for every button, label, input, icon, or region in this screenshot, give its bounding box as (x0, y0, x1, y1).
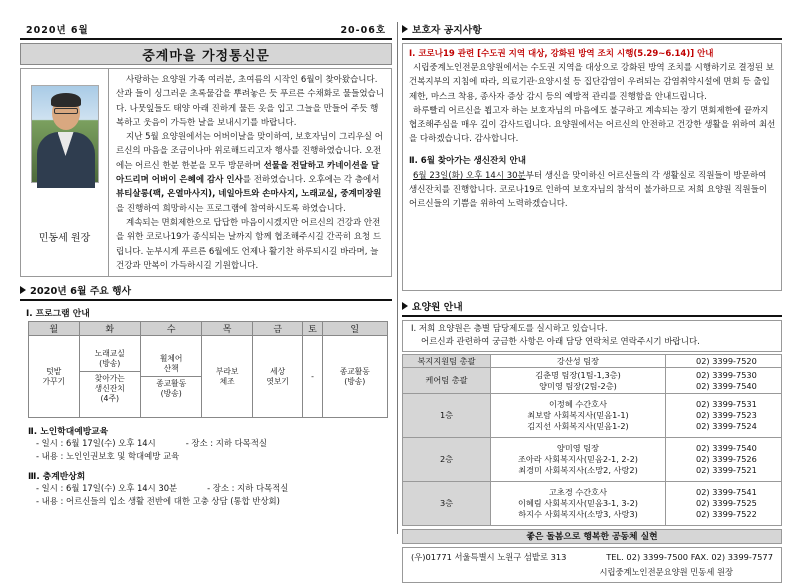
events-section-title: 2020년 6월 주요 행사 (20, 283, 392, 301)
issue-date: 2020년 6월 (26, 25, 89, 36)
letter-paragraph: 사랑하는 요양원 가족 여러분, 초여름의 시작인 6월이 찾아왔습니다. 산과 들이 싱그러운 초록물감을 뿌려놓은 듯 푸르른 수채화로 물들었습니다. 나뭇잎들도 태양 아래 진하게 물든 옷을 입고 그늘을 만들어 주듯 행복하고 웃음이 가득한 날을 보내시기를 바랍니다. (116, 75, 384, 128)
newsletter-title: 중계마을 가정통신문 (20, 43, 392, 65)
program-cell: 텃밭 가꾸기 (29, 336, 80, 418)
issue-number: 20-06호 (340, 25, 386, 36)
covid-notice-body: 시립중계노인전문요양원에서는 수도권 지역을 대상으로 강화된 방역 조치를 시행하기로 결정된 보건복지부의 지침에 따라, 의료기관·요양시설 등 집단감염이 우려되는 감염취약시설에 면회 등 출입제한, 마스크 착용, 종사자 증상 감시 등의 예방적 관리를 진행함을 안내드립니다. (409, 63, 774, 102)
table-row: 3층 고초경 수간호사 이혜림 사회복지사(믿음3-1, 3-2) 하지수 사회복지사(소망3, 사랑3) 02) 3399-7541 02) 3399-7525 02) 3399-7522 (403, 482, 782, 526)
table-row (29, 336, 388, 418)
left-column (20, 22, 392, 508)
director-photo-column (21, 69, 109, 276)
abuse-prevention-block (28, 424, 392, 463)
program-cell: 부라보 체조 (202, 336, 253, 418)
letter-paragraph: 지난 5월 요양원에서는 어버이날을 맞이하여, 보호자님이 그리우실 어르신의 마음을 조금이나마 위로해드리고자 행사를 진행하였습니다. 오전에는 어르신 한분 한분을 모두 방문하며 선물을 전달하고 카네이션을 달아드리며 어버이 은혜에 감사 인사를 전하였습니다. 오후에는 각 층에서 뷰티살롱(팩, 온열마사지), 네일아트와 손마사지, 노래교실, 중계미장원을 진행하여 희망하시는 프로그램에 참여하시도록 하였습니다. (116, 132, 383, 214)
table-row: 2층 양미영 팀장 조아라 사회복지사(믿음2-1, 2-2) 최경미 사회복지사(소망2, 사랑2) 02) 3399-7540 02) 3399-7526 02) 3399-7521 (403, 438, 782, 482)
phone-fax: TEL. 02) 3399-7500 FAX. 02) 3399-7577 (606, 552, 773, 562)
column-divider (397, 22, 398, 534)
guide-intro: Ⅰ. 저희 요양원은 층별 담당제도를 실시하고 있습니다. 어르신과 관련하여 궁금한 사항은 아래 담당 연락처로 연락주시기 바랍니다. (402, 320, 782, 352)
weekly-program-table (28, 321, 388, 418)
table-row: 복지지원팀 총괄 강산성 팀장 02) 3399-7520 (403, 355, 782, 368)
day-header: 월 (29, 322, 80, 336)
covid-notice-body2: 하루빨리 어르신을 뵙고자 하는 보호자님의 마음에도 불구하고 계속되는 장기 면회제한에 끝까지 협조해주심을 매우 깊이 감사드립니다. 요양원에서는 어르신의 안전하고 건강한 생활을 위하여 최선을 다하겠습니다. 감사합니다. (409, 105, 776, 145)
triangle-bullet-icon (402, 25, 408, 33)
program-cell: 노래교실 (방송) 찾아가는 생신잔치 (4주) (79, 336, 140, 418)
day-header: 토 (303, 322, 322, 336)
program-cell: - (303, 336, 322, 418)
council-block (28, 469, 392, 508)
program-cell: 휠체어 산책 종교활동 (방송) (140, 336, 201, 418)
table-row: 1층 이정혜 수간호사 최보람 사회복지사(믿음1-1) 김지선 사회복지사(믿음1-2) 02) 3399-7531 02) 3399-7523 02) 3399-7524 (403, 394, 782, 438)
council-content-row: - 내용 : 어르신들의 입소 생활 전반에 대한 고충 상담 (통합 반상회) (36, 496, 280, 507)
motto-banner: 좋은 돌봄으로 행복한 공동체 실현 (402, 529, 782, 544)
day-header: 일 (322, 322, 387, 336)
director-letter (20, 68, 392, 277)
notice-section-title: 보호자 공지사항 (402, 22, 782, 40)
contact-table (402, 354, 782, 526)
triangle-bullet-icon (20, 286, 26, 294)
edu-title: Ⅱ. 노인학대예방교육 (28, 427, 109, 438)
council-date-row: - 일시 : 6월 17일(수) 오후 14시 30분 - 장소 : 지하 다목적실 (36, 483, 289, 494)
issue-header (20, 22, 392, 40)
edu-date-row: - 일시 : 6월 17일(수) 오후 14시 - 장소 : 지하 다목적실 (36, 438, 267, 449)
edu-content-row: - 내용 : 노인인권보호 및 학대예방 교육 (36, 451, 180, 462)
day-header: 금 (252, 322, 303, 336)
covid-notice-title: Ⅰ. 코로나19 관련 [수도권 지역 대상, 강화된 방역 조치 시행(5.29~6.14)] 안내 (409, 49, 714, 59)
program-cell: 종교활동 (방송) (322, 336, 387, 418)
day-header: 수 (140, 322, 201, 336)
director-name: 민동세 원장 (38, 233, 91, 244)
day-header: 화 (79, 322, 140, 336)
signature: 시립중계노인전문요양원 민동세 원장 (599, 567, 733, 577)
program-title: Ⅰ. 프로그램 안내 (26, 309, 90, 320)
day-header: 목 (202, 322, 253, 336)
footer-box (402, 547, 782, 583)
guide-section-title: 요양원 안내 (402, 299, 782, 317)
table-row: 케어팀 총괄 김춘명 팀장(1팀-1,3층) 양미영 팀장(2팀-2층) 02) 3399-7530 02) 3399-7540 (403, 368, 782, 394)
director-photo (31, 85, 99, 183)
letter-body (109, 69, 391, 276)
birthday-notice-body: 6월 23일(화) 오후 14시 30분부터 생신을 맞이하신 어르신들의 각 생활실로 직원들이 방문하여 생신잔치를 진행합니다. 코로나19로 인하여 보호자님의 참석이 불가하므로 저희 요양원 직원들이 어르신들의 기쁨을 위하여 노력하겠습니다. (409, 170, 768, 210)
council-title: Ⅲ. 충계반상회 (28, 472, 86, 483)
program-cell: 세상 엿보기 (252, 336, 303, 418)
notice-box (402, 43, 782, 291)
right-column (402, 22, 782, 583)
letter-paragraph: 계속되는 면회제한으로 답답한 마음이시겠지만 어르신의 건강과 안전을 위한 코로나19가 종식되는 날까지 함께 협조해주시길 간곡히 요청 드립니다. 눈부시게 푸르른 6월에도 언제나 활기찬 하루되시길 바라며, 늘 건강과 만복이 가득하시길 기원합니다. (116, 217, 382, 271)
table-header-row (29, 322, 388, 336)
triangle-bullet-icon (402, 302, 408, 310)
address: (우)01771 서울특별시 노원구 섬밭로 313 (411, 552, 567, 562)
birthday-notice-title: Ⅱ. 6월 찾아가는 생신잔치 안내 (409, 156, 526, 167)
